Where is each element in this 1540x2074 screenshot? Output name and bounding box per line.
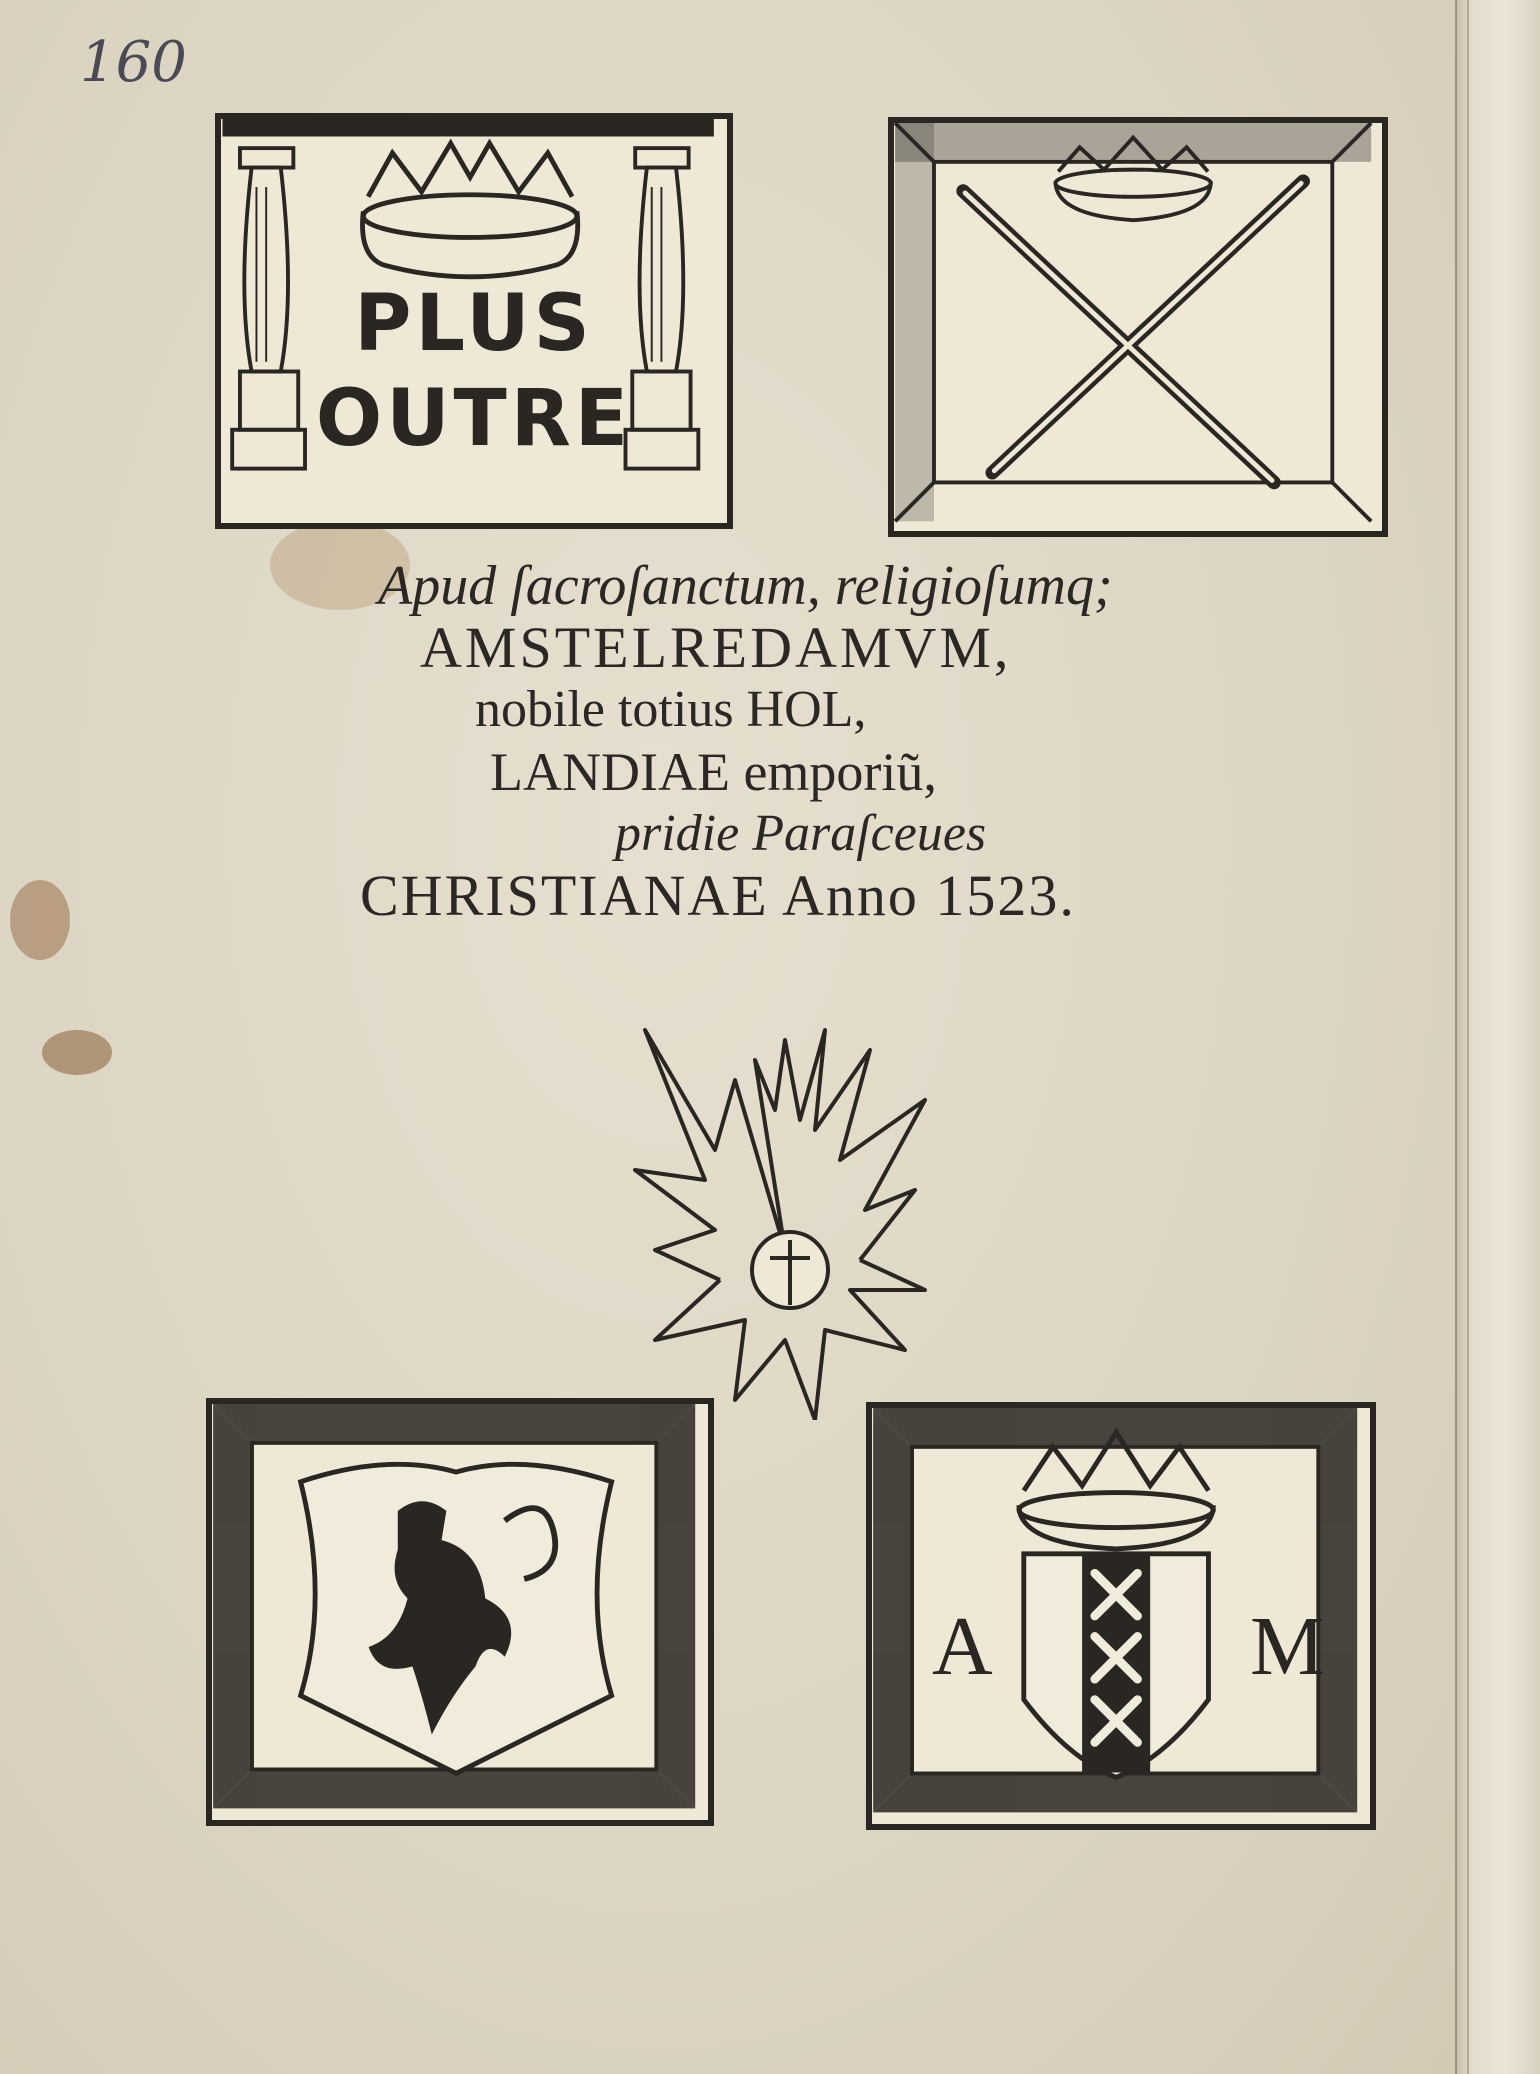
plus-outre-woodcut [215, 113, 733, 529]
water-stain [10, 880, 70, 960]
motto-line-1: PLUS [354, 279, 594, 369]
imprint-block [280, 555, 1280, 927]
folio-number: 160 [80, 30, 187, 95]
adjacent-page-edge [1455, 0, 1540, 2074]
flaming-cross-icon [625, 1020, 945, 1420]
page-edge-line [1467, 0, 1469, 2074]
monogram-right-letter: M [1250, 1600, 1325, 1693]
imprint-line-5: pridie Paraſceues [615, 805, 987, 862]
crossed-branches-icon [894, 123, 1382, 531]
crossed-branches-woodcut [888, 117, 1388, 537]
imprint-line-1: Apud ſacroſanctum, religioſumq; [378, 555, 1113, 617]
amsterdam-arms-woodcut [866, 1402, 1376, 1830]
motto-line-2: OUTRE [315, 374, 633, 464]
lion-shield-icon [212, 1404, 708, 1820]
imprint-line-6: CHRISTIANAE Anno 1523. [360, 863, 1076, 928]
lion-shield-woodcut [206, 1398, 714, 1826]
imprint-line-3: nobile totius HOL, [475, 681, 867, 738]
monogram-left-letter: A [932, 1600, 993, 1693]
water-stain [42, 1030, 112, 1075]
imprint-line-4: LANDIAE emporiũ, [490, 742, 937, 802]
imprint-line-2: AMSTELREDAMVM, [420, 615, 1012, 680]
